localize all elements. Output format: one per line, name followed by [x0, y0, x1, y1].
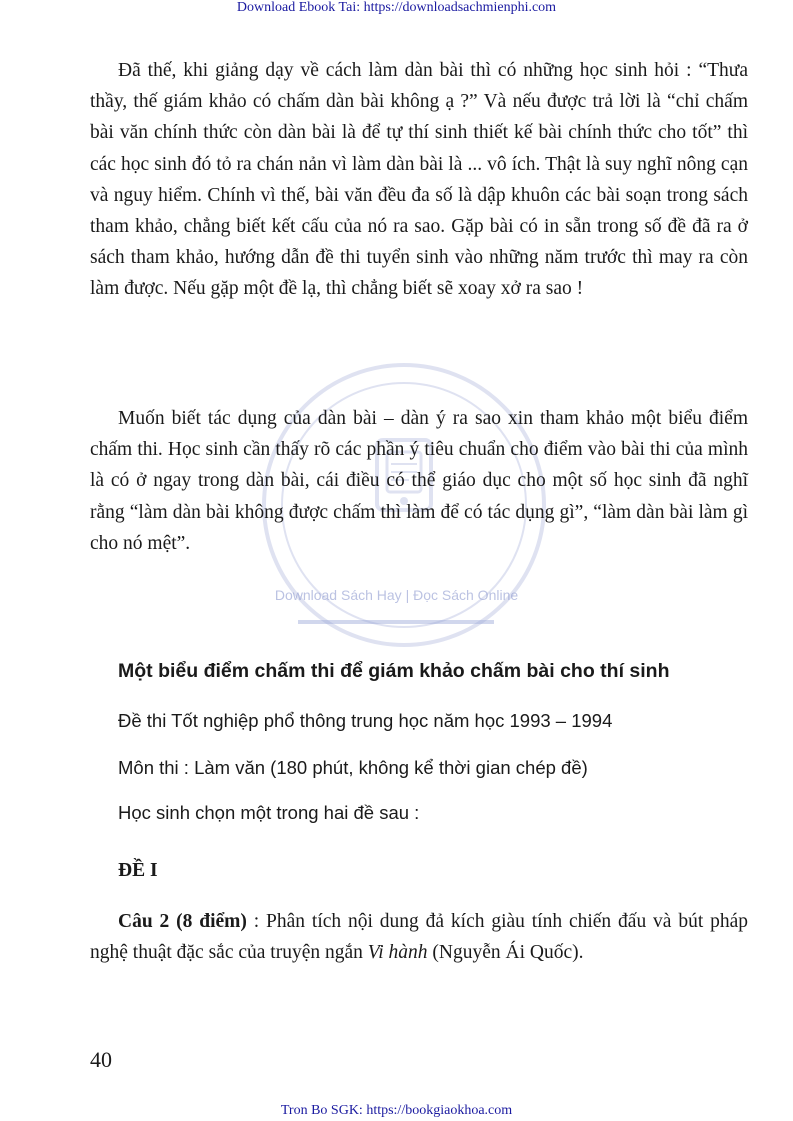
- question-label: Câu 2 (8 điểm): [118, 911, 247, 932]
- question-text: : Phân tích nội dung đả kích giàu tính chiến đấu và bút pháp nghệ thuật đặc sắc của truyện ngắn: [90, 911, 748, 964]
- watermark-underline: [298, 620, 494, 624]
- watermark-caption: Download Sách Hay | Đọc Sách Online: [274, 587, 519, 603]
- exam-subject-line: Môn thi : Làm văn (180 phút, không kể thời gian chép đề): [118, 757, 588, 778]
- section-label: ĐỀ I: [118, 860, 158, 881]
- work-title: Vi hành: [367, 942, 428, 964]
- paragraph-2: Muốn biết tác dụng của dàn bài – dàn ý ra sao xin tham khảo một biểu điểm chấm thi. Học sinh cần thấy rõ các phần ý tiêu chuẩn cho điểm vào bài thi của mình là có ở ngay trong dàn bài, cái điều có thể giáo dục cho một số học sinh đã nghĩ rằng “làm dàn bài không được chấm thì làm để có tác dụng gì”, “làm dàn bài làm gì cho nó mệt”.: [90, 408, 748, 554]
- work-author: (Nguyễn Ái Quốc).: [427, 942, 584, 964]
- exam-title-line: Đề thi Tốt nghiệp phổ thông trung học năm học 1993 – 1994: [118, 710, 613, 731]
- section-heading: Một biểu điểm chấm thi để giám khảo chấm bài cho thí sinh: [118, 660, 670, 682]
- exam-instruction-line: Học sinh chọn một trong hai đề sau :: [118, 802, 420, 823]
- question-paragraph: [90, 906, 748, 968]
- page-number: 40: [90, 1047, 112, 1072]
- paragraph-1: Đã thế, khi giảng dạy về cách làm dàn bài thì có những học sinh hỏi : “Thưa thầy, thế giám khảo có chấm dàn bài không ạ ?” Và nếu được trả lời là “chỉ chấm bài văn chính thức còn dàn bài là để tự thí sinh thiết kế bài chính thức cho tốt” thì các học sinh đó tỏ ra chán nản vì làm dàn bài là ... vô ích. Thật là suy nghĩ nông cạn và nguy hiểm. Chính vì thế, bài văn đều đa số là dập khuôn các bài soạn trong sách tham khảo, chẳng biết kết cấu của nó ra sao. Gặp bài có in sẵn trong số đề đã ra ở sách tham khảo, hướng dẫn đề thi tuyển sinh vào những năm trước thì may ra còn làm được. Nếu gặp một đề lạ, thì chẳng biết sẽ xoay xở ra sao !: [90, 60, 748, 300]
- header-download-link[interactable]: Download Ebook Tai: https://downloadsachmienphi.com: [236, 0, 557, 15]
- footer-sgk-link[interactable]: Tron Bo SGK: https://bookgiaokhoa.com: [280, 1103, 513, 1118]
